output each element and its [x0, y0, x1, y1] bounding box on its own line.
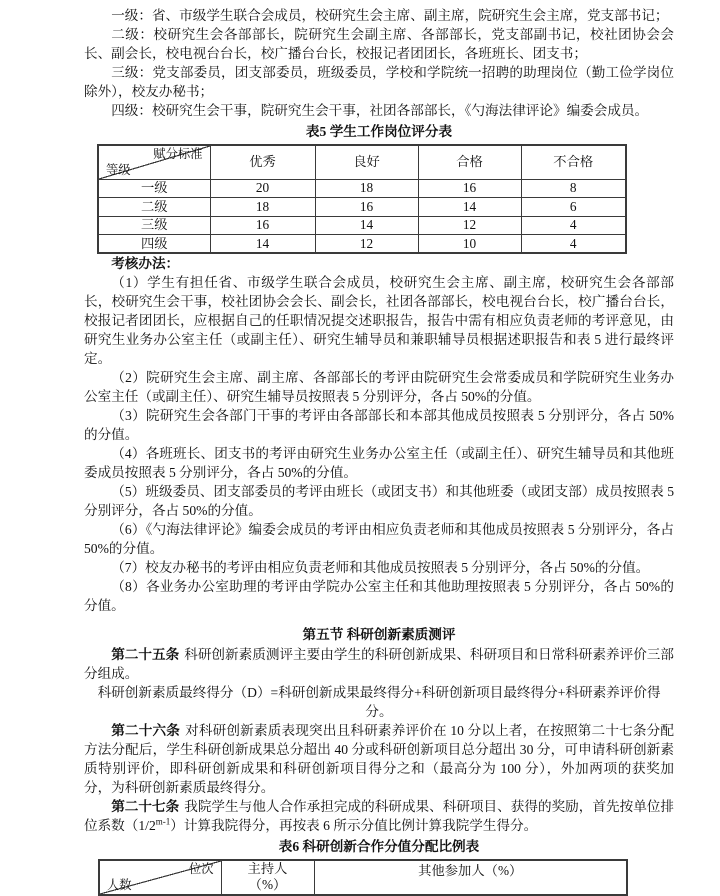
table5-scoring-table	[97, 144, 627, 254]
paragraph-level-four: 四级：校研究生会干事，院研究生会干事，社团各部部长，《勺海法律评论》编委会成员。	[111, 103, 649, 118]
table5-row	[98, 179, 626, 198]
table6-corner-bottom-label: 人数	[107, 877, 132, 892]
table5-cell: 18	[315, 179, 418, 198]
table5-cell: 4	[521, 235, 626, 254]
table6-header-host	[221, 860, 314, 895]
table5-cell: 12	[418, 216, 521, 235]
table5-header-cell: 优秀	[210, 145, 315, 179]
article-27-label: 第二十七条	[111, 798, 180, 814]
table5-title: 表5 学生工作岗位评分表	[305, 124, 453, 139]
table5-cell: 4	[521, 216, 626, 235]
table5-cell: 10	[418, 235, 521, 254]
table5-cell: 16	[315, 198, 418, 217]
table5-cell: 14	[210, 235, 315, 254]
table6-title: 表6 科研创新合作分值分配比例表	[278, 838, 480, 854]
article-27-text-after-sup: ）计算我院得分，再按表 6 所示分值比例计算我院学生得分。	[170, 817, 538, 833]
table5-header-cell: 不合格	[521, 145, 626, 179]
article-26-label: 第二十六条	[111, 722, 181, 738]
table5-cell: 6	[521, 198, 626, 217]
table5-header-row	[98, 145, 626, 179]
paragraph-level-three: 三级：党支部委员，团支部委员，班级委员，学校和学院统一招聘的助理岗位（勤工俭学岗位除外），校友办秘书；	[84, 65, 674, 99]
article-25	[84, 645, 674, 683]
table5-cell: 14	[418, 198, 521, 217]
table6-host-line1: 主持人	[247, 861, 288, 876]
article-27	[84, 797, 674, 835]
assessment-item-7: （7）校友办秘书的考评由相应负责老师和其他成员按照表 5 分别评分，各占 50%的分值。	[111, 560, 650, 575]
article-25-text: 科研创新素质测评主要由学生的科研创新成果、科研项目和日常科研素养评价三部分组成。	[84, 646, 675, 681]
table5-row-label: 四级	[98, 235, 210, 254]
assessment-item-1: （1）学生有担任省、市级学生联合会成员，校研究生会主席、副主席，校研究生会各部部长，校研究生会干事，校社团协会会长、副会长，社团各部部长，校电视台台长，校广播台台长，校报记者团团长，应根据自己的任职情况提交述职报告，报告中需有相应负责老师的考评意见，由研究生业务办公室主任（或副主任）、研究生辅导员和兼职辅导员根据述职报告和表 5 进行最终评定。	[84, 275, 674, 366]
table5-row-label: 二级	[98, 198, 210, 217]
table5-cell: 16	[418, 179, 521, 198]
paragraph-level-one: 一级：省、市级学生联合会成员，校研究生会主席、副主席，院研究生会主席，党支部书记；	[111, 8, 669, 23]
table5-cell: 20	[210, 179, 315, 198]
assessment-item-8: （8）各业务办公室助理的考评由学院办公室主任和其他助理按照表 5 分别评分，各占 50%的分值。	[84, 579, 674, 613]
table5-corner-top-label: 赋分标准	[153, 147, 203, 161]
table6-header-row	[99, 860, 627, 895]
table5-cell: 8	[521, 179, 626, 198]
table5-header-cell: 合格	[418, 145, 521, 179]
table5-row-label: 三级	[98, 216, 210, 235]
assessment-item-2: （2）院研究生会主席、副主席、各部部长的考评由院研究生会常委成员和学院研究生业务办公室主任（或副主任）、研究生辅导员按照表 5 分别评分，各占 50%的分值。	[84, 370, 674, 404]
assessment-item-4: （4）各班班长、团支书的考评由研究生业务办公室主任（或副主任）、研究生辅导员和其他班委成员按照表 5 分别评分，各占 50%的分值。	[84, 446, 674, 480]
formula-line-1: 科研创新素质最终得分（D）=科研创新成果最终得分+科研创新项目最终得分+科研素养评价得	[97, 684, 661, 700]
assessment-item-3: （3）院研究生会各部门干事的考评由各部部长和本部其他成员按照表 5 分别评分，各占 50%的分值。	[84, 408, 674, 442]
table5-cell: 14	[315, 216, 418, 235]
assessment-methods-heading: 考核办法：	[111, 256, 180, 271]
formula-line-2: 分。	[365, 703, 393, 719]
article-26	[84, 721, 674, 797]
table6-cooperation-table	[98, 859, 628, 896]
table5-cell: 18	[210, 198, 315, 217]
article-25-label: 第二十五条	[111, 646, 180, 662]
table5-row	[98, 235, 626, 254]
article-27-superscript: m-1	[155, 815, 171, 826]
table5-row	[98, 198, 626, 217]
article-26-text: 对科研创新素质表现突出且科研素养评价在 10 分以上者，在按照第二十七条分配方法分配后，学生科研创新成果总分超出 40 分或科研创新项目总分超出 30 分，可申请科研创新素质特别评价，即科研创新成果和科研创新项目得分之和（最高分为 100 分），外加两项的获奖加分，为科研创新素质最终得分。	[84, 722, 675, 795]
table5-header-cell: 良好	[315, 145, 418, 179]
table5-corner-cell	[98, 145, 210, 179]
table6-header-participants: 其他参加人（%）	[314, 860, 627, 895]
table5-row-label: 一级	[98, 179, 210, 198]
table6-host-line2: （%）	[248, 877, 287, 892]
assessment-item-5: （5）班级委员、团支部委员的考评由班长（或团支书）和其他班委（或团支部）成员按照表 5 分别评分，各占 50%的分值。	[84, 484, 674, 518]
table6-corner-top-label: 位次	[188, 861, 214, 876]
table5-cell: 16	[210, 216, 315, 235]
table5-row	[98, 216, 626, 235]
table5-cell: 12	[315, 235, 418, 254]
article-27-text-before-sup: 我院学生与他人合作承担完成的科研成果、科研项目、获得的奖励，首先按单位排位系数（1/2	[84, 798, 675, 833]
table5-corner-bottom-label: 等级	[106, 162, 131, 177]
paragraph-level-two: 二级：校研究生会各部部长，院研究生会副主席、各部部长，党支部副书记，校社团协会会长、副会长，校电视台台长，校广播台台长，校报记者团团长，各班班长、团支书；	[84, 27, 674, 61]
section5-heading: 第五节 科研创新素质测评	[302, 627, 456, 642]
assessment-item-6: （6）《勺海法律评论》编委会成员的考评由相应负责老师和其他成员按照表 5 分别评分，各占 50%的分值。	[84, 522, 674, 556]
table6-corner-cell	[99, 860, 221, 895]
